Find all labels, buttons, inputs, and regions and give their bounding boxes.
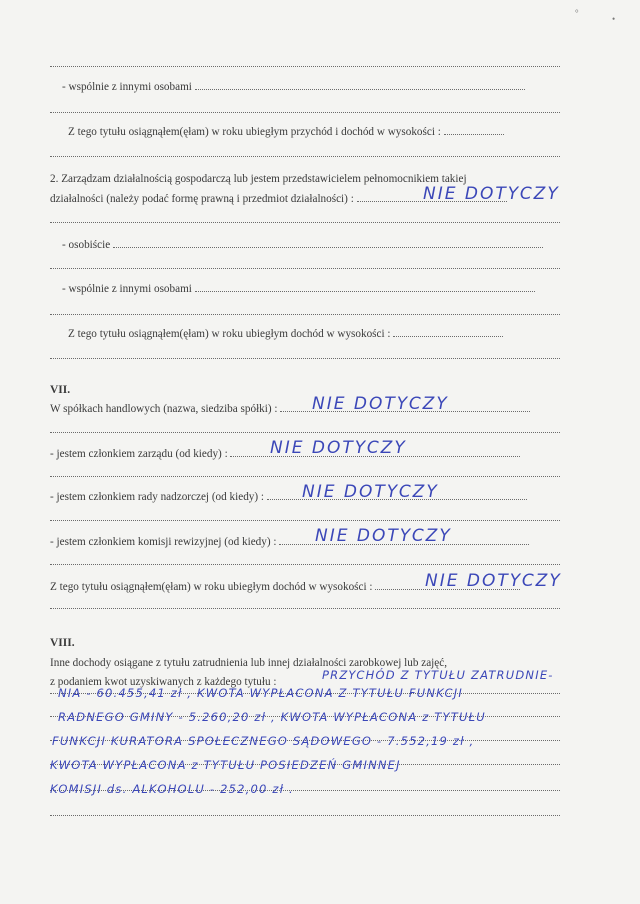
item2-line2: działalności (należy podać formę prawną i przedmiot działalności) : bbox=[50, 193, 354, 205]
income-row bbox=[68, 125, 504, 139]
dotted-line bbox=[50, 564, 560, 565]
dotted-line bbox=[50, 815, 560, 816]
supervisory-label: - jestem członkiem rady nadzorczej (od kiedy) : bbox=[50, 491, 265, 503]
jointly2-label: - wspólnie z innymi osobami bbox=[62, 283, 192, 295]
section8-answer-line: NIA - 60.455,41 zł , KWOTA WYPŁACONA Z TYTUŁU FUNKCJI bbox=[58, 686, 463, 700]
item2-answer: NIE DOTYCZY bbox=[423, 184, 560, 204]
scan-mark-top: ° bbox=[575, 8, 579, 18]
section8-answer-line: KOMISJI ds. ALKOHOLU - 252,00 zł . bbox=[50, 782, 294, 796]
item2-line1: 2. Zarządzam działalnością gospodarczą lub jestem przedstawicielem pełnomocnikiem takiej bbox=[50, 173, 467, 185]
fill-line bbox=[444, 134, 504, 135]
board-label: - jestem członkiem zarządu (od kiedy) : bbox=[50, 448, 228, 460]
dotted-line bbox=[50, 156, 560, 157]
section8-line1: Inne dochody osiągane z tytułu zatrudnienia lub innej działalności zarobkowej lub zajęć, bbox=[50, 657, 448, 669]
dotted-line bbox=[50, 314, 560, 315]
jointly-label: - wspólnie z innymi osobami bbox=[62, 81, 192, 93]
dotted-line bbox=[50, 66, 560, 67]
supervisory-answer: NIE DOTYCZY bbox=[302, 482, 439, 502]
companies-answer: NIE DOTYCZY bbox=[312, 394, 449, 414]
section7-income-answer: NIE DOTYCZY bbox=[425, 571, 562, 591]
section8-answer-line: PRZYCHÓD Z TYTUŁU ZATRUDNIE- bbox=[322, 668, 554, 682]
dotted-line bbox=[50, 268, 560, 269]
section8-line2: z podaniem kwot uzyskiwanych z każdego tytułu : bbox=[50, 676, 277, 688]
dotted-line bbox=[50, 608, 560, 609]
jointly-row bbox=[62, 80, 560, 94]
dotted-line bbox=[50, 432, 560, 433]
jointly2-row bbox=[62, 282, 535, 296]
section8-answer-line: KWOTA WYPŁACONA z TYTUŁU POSIEDZEŃ GMINNEJ bbox=[50, 758, 401, 772]
fill-line bbox=[195, 291, 535, 292]
section7-income-label: Z tego tytułu osiągnąłem(ęłam) w roku ubiegłym dochód w wysokości : bbox=[50, 581, 373, 593]
fill-line bbox=[113, 247, 543, 248]
fill-line bbox=[195, 89, 525, 90]
dotted-line bbox=[50, 520, 560, 521]
dotted-line bbox=[50, 112, 560, 113]
income2-row bbox=[68, 327, 503, 341]
section8-heading: VIII. bbox=[50, 637, 75, 649]
audit-label: - jestem członkiem komisji rewizyjnej (od kiedy) : bbox=[50, 536, 277, 548]
fill-line bbox=[393, 336, 503, 337]
companies-label: W spółkach handlowych (nazwa, siedziba spółki) : bbox=[50, 403, 278, 415]
section8-answer-line: RADNEGO GMINY - 5.260,20 zł , KWOTA WYPŁACONA z TYTUŁU bbox=[58, 710, 486, 724]
audit-row bbox=[50, 535, 529, 549]
dotted-line bbox=[50, 358, 560, 359]
scan-mark-top-right: • bbox=[612, 14, 616, 24]
audit-answer: NIE DOTYCZY bbox=[315, 526, 452, 546]
companies-row bbox=[50, 402, 530, 416]
dotted-line bbox=[50, 476, 560, 477]
personally-label: - osobiście bbox=[62, 239, 111, 251]
income-label: Z tego tytułu osiągnąłem(ęłam) w roku ubiegłym przychód i dochód w wysokości : bbox=[68, 126, 441, 138]
dotted-line bbox=[50, 222, 560, 223]
section8-answer-line: FUNKCJI KURATORA SPOŁECZNEGO SĄDOWEGO - 7.552,19 zł , bbox=[52, 734, 475, 748]
board-answer: NIE DOTYCZY bbox=[270, 438, 407, 458]
personally-row bbox=[62, 238, 543, 252]
supervisory-row bbox=[50, 490, 527, 504]
income2-label: Z tego tytułu osiągnąłem(ęłam) w roku ubiegłym dochód w wysokości : bbox=[68, 328, 391, 340]
section7-heading: VII. bbox=[50, 384, 71, 396]
